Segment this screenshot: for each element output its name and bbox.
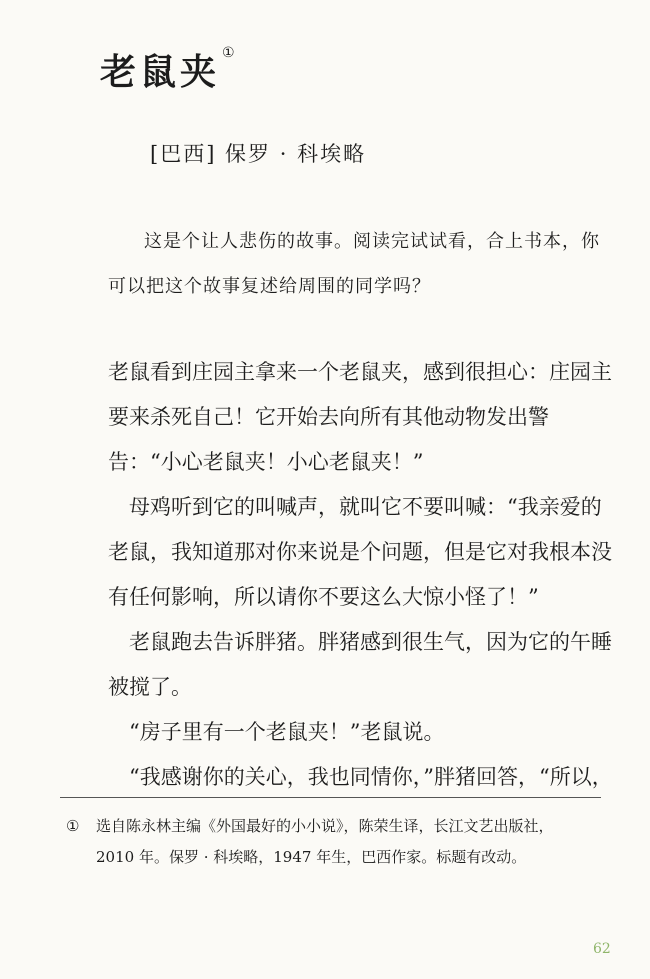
paragraph: “房子里有一个老鼠夹！”老鼠说。 — [108, 720, 445, 744]
paragraph: 老鼠跑去告诉胖猪。胖猪感到很生气，因为它的午睡被搅了。 — [108, 630, 612, 699]
page-number: 62 — [593, 941, 611, 957]
paragraph: 老鼠看到庄园主拿来一个老鼠夹，感到很担心：庄园主要来杀死自己！它开始去向所有其他动物发出警告：“小心老鼠夹！小心老鼠夹！” — [108, 360, 612, 474]
footnote-text-1: 选自陈永林主编《外国最好的小小说》，陈荣生译，长江文艺出版社， — [96, 817, 554, 835]
title-text: 老鼠夹 — [100, 52, 221, 93]
intro-text: 这是个让人悲伤的故事。阅读完试试看，合上书本，你可以把这个故事复述给周围的同学吗？ — [108, 231, 600, 297]
footnote-line-1 — [66, 811, 606, 842]
title-footnote-marker: ① — [222, 45, 239, 61]
author-line: [巴西] 保罗 · 科埃略 — [150, 142, 367, 166]
footnote-line-2: 2010 年。保罗 · 科埃略，1947 年生，巴西作家。标题有改动。 — [96, 848, 527, 866]
footnote-marker: ① — [66, 817, 80, 835]
page-title — [100, 44, 239, 95]
footnote-divider — [60, 797, 601, 798]
paragraph: 母鸡听到它的叫喊声，就叫它不要叫喊：“我亲爱的老鼠，我知道那对你来说是个问题，但是它对我根本没有任何影响，所以请你不要这么大惊小怪了！” — [108, 495, 612, 609]
paragraph: “我感谢你的关心，我也同情你，”胖猪回答，“所以， — [108, 765, 613, 789]
story-body — [108, 350, 613, 800]
footnote — [66, 811, 606, 873]
